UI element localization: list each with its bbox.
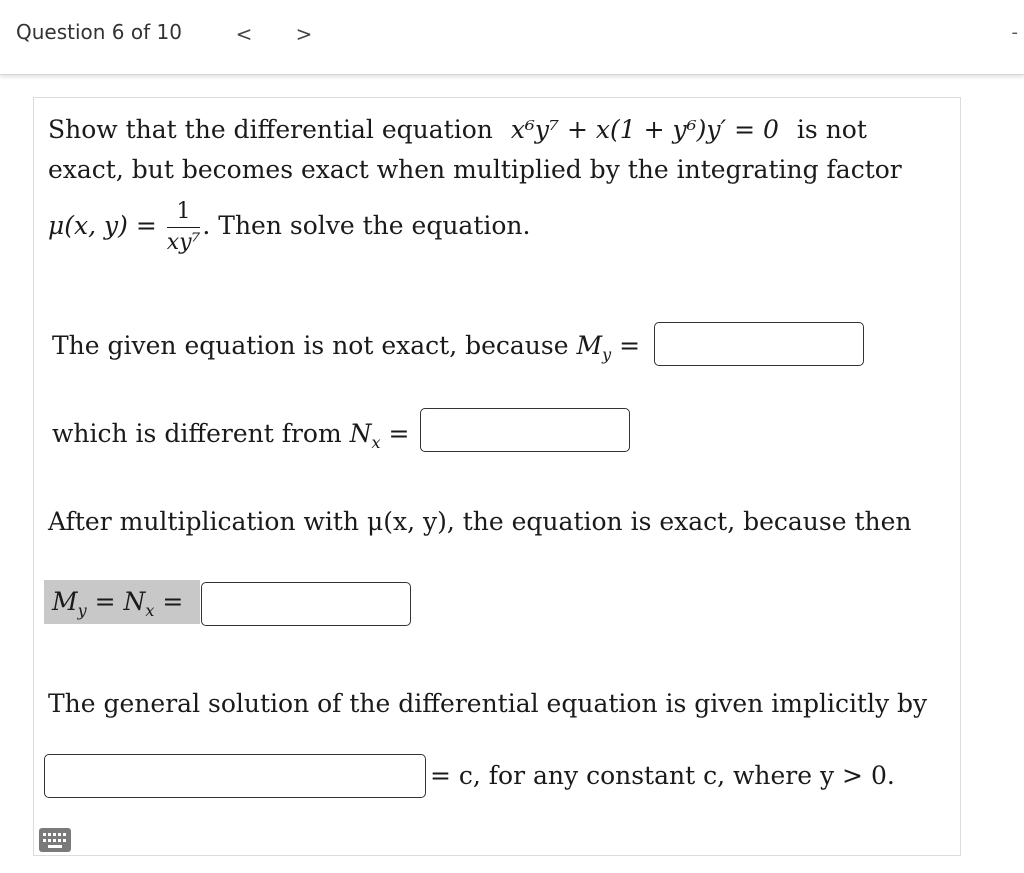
my-symbol: M <box>576 331 603 360</box>
part6-prompt: = c, for any constant c, where y > 0. <box>430 761 895 790</box>
fraction-denominator: xy⁷ <box>166 230 201 255</box>
problem-line-3 <box>48 196 530 256</box>
my-subscript: y <box>602 345 612 364</box>
equals-sign: = <box>619 331 641 360</box>
my-subscript: y <box>77 601 87 620</box>
part2-text: which is different from <box>52 419 342 448</box>
keyboard-icon[interactable] <box>39 828 71 852</box>
part4-prompt <box>52 582 183 631</box>
previous-question-button[interactable]: < <box>235 22 253 46</box>
nx-answer-input[interactable] <box>420 408 630 452</box>
nx-subscript: x <box>371 433 381 452</box>
equals-sign: = <box>86 587 124 616</box>
next-question-button[interactable]: > <box>295 22 313 46</box>
problem-text: is not <box>796 115 867 144</box>
mixed-partial-answer-input[interactable] <box>201 582 411 626</box>
integrating-factor-label: μ(x, y) = <box>48 211 157 240</box>
part3-prompt: After multiplication with μ(x, y), the equation is exact, because then <box>48 507 912 536</box>
top-bar <box>0 0 1024 75</box>
general-solution-input[interactable] <box>44 754 426 798</box>
problem-line-2: exact, but becomes exact when multiplied by the integrating factor <box>48 155 902 184</box>
differential-equation: x⁶y⁷ + x(1 + y⁶)y′ = 0 <box>510 115 779 144</box>
my-symbol: M <box>52 587 78 616</box>
problem-text: Show that the differential equation <box>48 115 493 144</box>
integrating-factor-fraction <box>167 201 201 254</box>
part5-prompt: The general solution of the differential equation is given implicitly by <box>48 689 928 718</box>
nx-subscript: x <box>145 601 155 620</box>
question-card <box>33 97 961 856</box>
fraction-numerator: 1 <box>167 201 201 228</box>
nx-symbol: N <box>123 587 146 616</box>
question-counter: Question 6 of 10 <box>16 20 182 44</box>
nx-symbol: N <box>349 419 372 448</box>
minimize-icon[interactable]: - <box>1011 22 1018 43</box>
part1-text: The given equation is not exact, because <box>52 331 569 360</box>
part1-prompt <box>52 326 640 375</box>
my-answer-input[interactable] <box>654 322 864 366</box>
equals-sign: = <box>154 587 184 616</box>
problem-text: . Then solve the equation. <box>202 211 531 240</box>
problem-line-1 <box>48 110 867 150</box>
part2-prompt <box>52 414 409 463</box>
equals-sign: = <box>388 419 410 448</box>
